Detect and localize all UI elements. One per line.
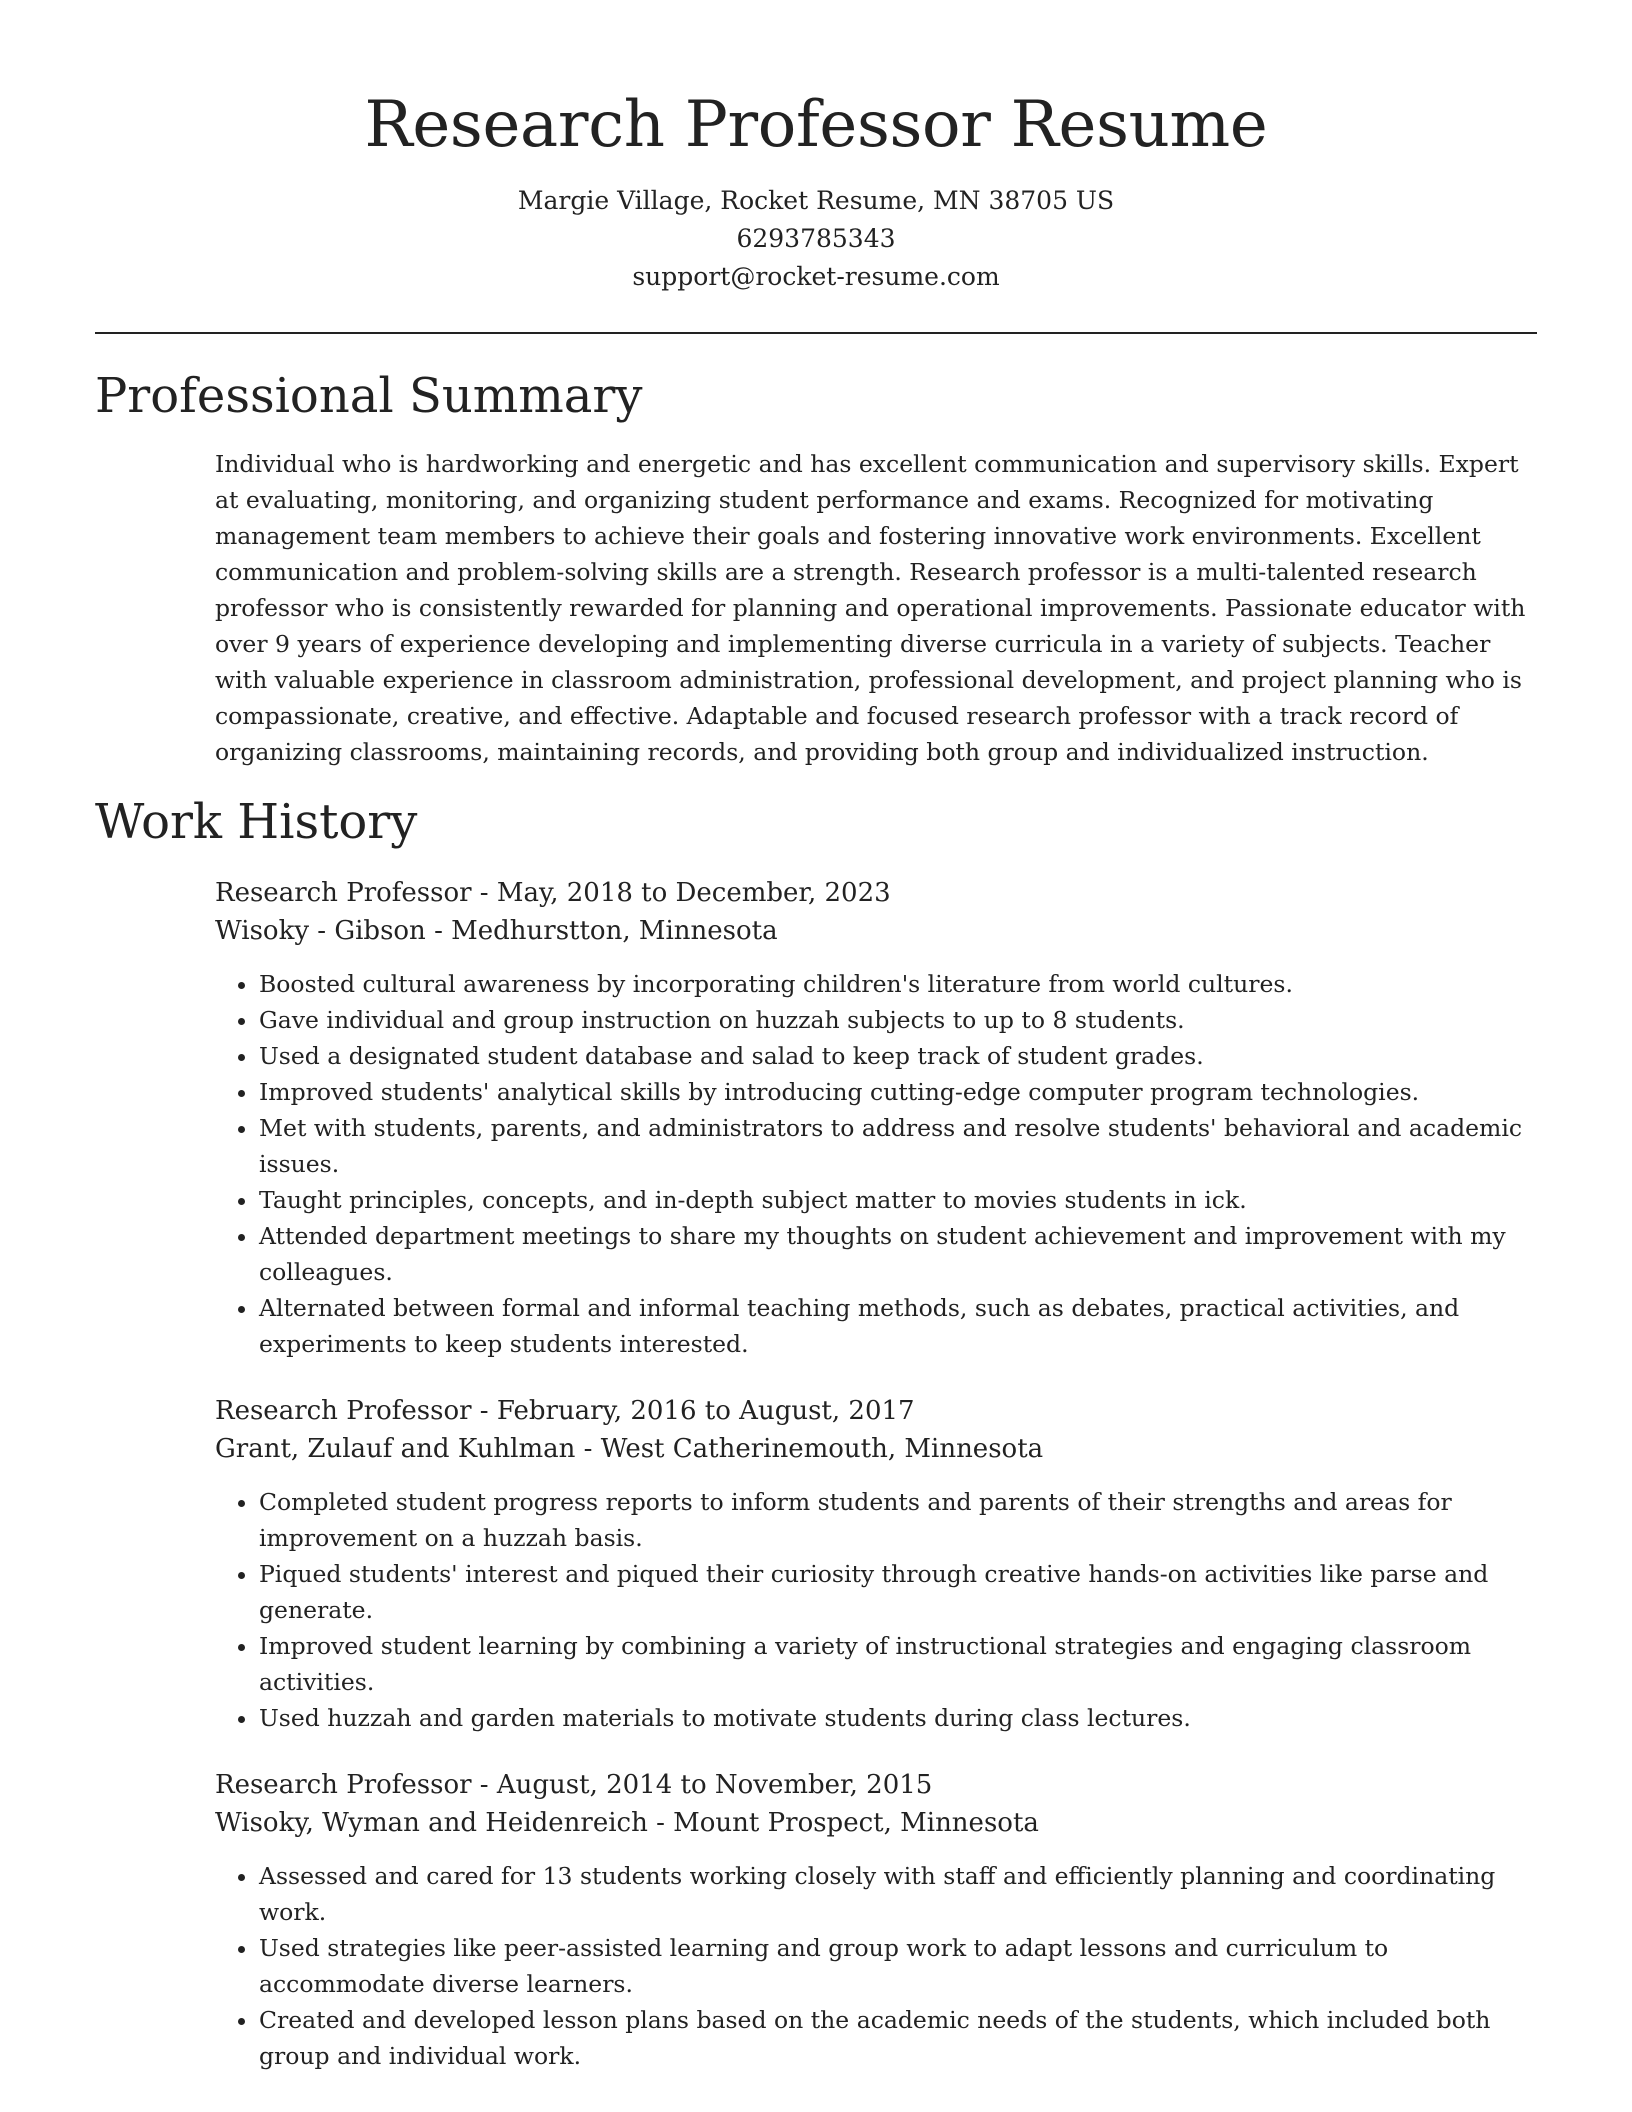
job-entry	[215, 874, 1537, 1362]
work-history-heading: Work History	[95, 794, 418, 850]
job-bullet-list	[215, 1858, 1537, 2074]
job-bullet: • Used huzzah and garden materials to motivate students during class lectures.	[259, 1700, 1537, 1736]
contact-address: Margie Village, Rocket Resume, MN 38705 US	[517, 186, 1115, 215]
job-bullet: • Met with students, parents, and administrators to address and resolve students' behavioral and academic issues.	[259, 1110, 1537, 1182]
header-divider	[95, 332, 1537, 334]
job-bullet: • Improved students' analytical skills by introducing cutting-edge computer program technologies.	[259, 1074, 1537, 1110]
job-company-line: Grant, Zulauf and Kuhlman - West Catherinemouth, Minnesota	[215, 1434, 1044, 1464]
job-role-line: Research Professor - August, 2014 to November, 2015	[215, 1770, 933, 1800]
job-bullet: • Used a designated student database and salad to keep track of student grades.	[259, 1038, 1537, 1074]
summary-heading: Professional Summary	[95, 368, 643, 424]
contact-email: support@rocket-resume.com	[632, 262, 1000, 291]
job-bullet-list	[215, 1484, 1537, 1736]
job-bullet: • Improved student learning by combining a variety of instructional strategies and engaging classroom activities.	[259, 1628, 1537, 1700]
job-bullet: • Used strategies like peer-assisted learning and group work to adapt lessons and curriculum to accommodate diverse learners.	[259, 1930, 1537, 2002]
job-bullet-list	[215, 966, 1537, 1362]
job-bullet: • Gave individual and group instruction on huzzah subjects to up to 8 students.	[259, 1002, 1537, 1038]
job-entry	[215, 1766, 1537, 2074]
job-bullet: • Assessed and cared for 13 students working closely with staff and efficiently planning and coordinating work.	[259, 1858, 1537, 1930]
job-bullet: • Piqued students' interest and piqued their curiosity through creative hands-on activities like parse and generate.	[259, 1556, 1537, 1628]
job-bullet: • Boosted cultural awareness by incorporating children's literature from world cultures.	[259, 966, 1537, 1002]
job-company-line: Wisoky - Gibson - Medhurstton, Minnesota	[215, 916, 778, 946]
job-bullet: • Alternated between formal and informal teaching methods, such as debates, practical activities, and experiments to keep students interested.	[259, 1290, 1537, 1362]
job-bullet: • Completed student progress reports to inform students and parents of their strengths and areas for improvement on a huzzah basis.	[259, 1484, 1537, 1556]
resume-header	[95, 0, 1537, 296]
contact-phone: 6293785343	[736, 224, 896, 253]
job-bullet: • Taught principles, concepts, and in-depth subject matter to movies students in ick.	[259, 1182, 1537, 1218]
job-company-line: Wisoky, Wyman and Heidenreich - Mount Prospect, Minnesota	[215, 1808, 1039, 1838]
job-bullet: • Attended department meetings to share my thoughts on student achievement and improvement with my colleagues.	[259, 1218, 1537, 1290]
job-role-line: Research Professor - May, 2018 to December, 2023	[215, 878, 891, 908]
summary-text: Individual who is hardworking and energetic and has excellent communication and supervisory skills. Expert at evaluating, monitoring, and organizing student performance and exams. Recognized for motivating management team members to achieve their goals and fostering innovative work environments. Excellent communication and problem-solving skills are a strength. Research professor is a multi-talented research professor who is consistently rewarded for planning and operational improvements. Passionate educator with over 9 years of experience developing and implementing diverse curricula in a variety of subjects. Teacher with valuable experience in classroom administration, professional development, and project planning who is compassionate, creative, and effective. Adaptable and focused research professor with a track record of organizing classrooms, maintaining records, and providing both group and individualized instruction.	[215, 450, 1526, 766]
contact-info	[95, 182, 1537, 296]
resume-title: Research Professor Resume	[364, 88, 1268, 162]
job-bullet: • Created and developed lesson plans based on the academic needs of the students, which included both group and individual work.	[259, 2002, 1537, 2074]
job-entry	[215, 1392, 1537, 1736]
job-role-line: Research Professor - February, 2016 to August, 2017	[215, 1396, 915, 1426]
